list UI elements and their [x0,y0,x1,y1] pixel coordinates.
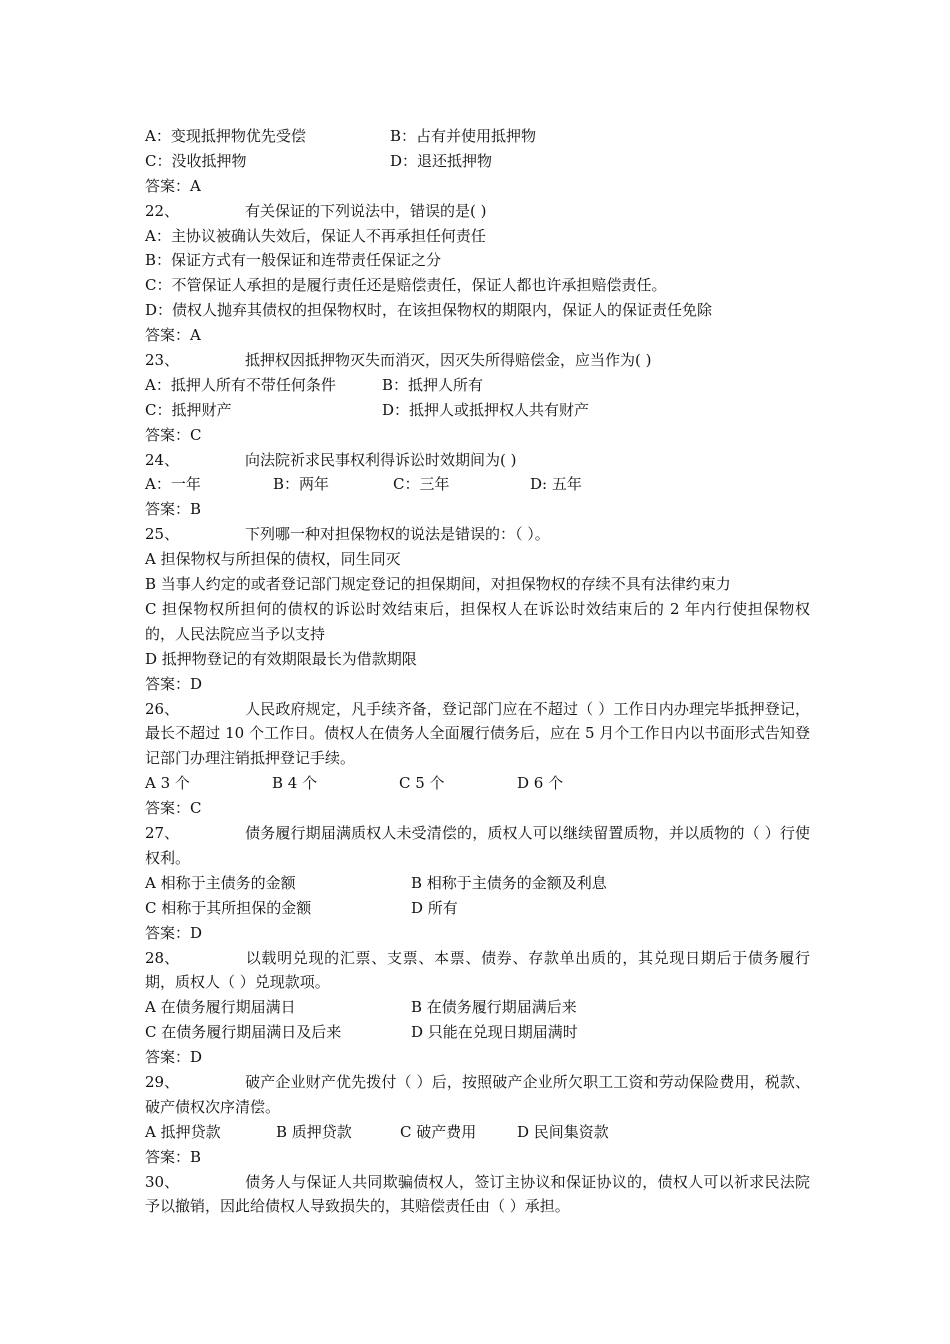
q27-option-a: A 相称于主债务的金额 [145,873,296,892]
q28-number: 28、 [145,948,180,967]
q23-option-b: B：抵押人所有 [382,375,484,394]
q29-number: 29、 [145,1072,180,1091]
q29-stem: 破产企业财产优先拨付（ ）后，按照破产企业所欠职工工资和劳动保险费用，税款、破产债权次序清偿。 [145,1072,810,1116]
q28-answer: 答案：D [145,1048,203,1067]
q24-option-c: C：三年 [393,475,450,494]
q23-stem: 抵押权因抵押物灭失而消灭，因灭失所得赔偿金，应当作为( ) [245,351,652,370]
q21-option-a: A：变现抵押物优先受偿 [145,127,306,145]
q30-stem: 债务人与保证人共同欺骗债权人，签订主协议和保证协议的，债权人可以祈求民法院予以撤销，因此给债权人导致损失的，其赔偿责任由（ ）承担。 [145,1172,810,1216]
q29-option-d: D 民间集资款 [517,1122,609,1141]
q24-answer: 答案：B [145,500,202,519]
q24-option-b: B：两年 [273,475,330,494]
q21-option-d: D：退还抵押物 [390,151,493,170]
q23-option-d: D：抵押人或抵押权人共有财产 [382,400,590,419]
q22-option-c: C：不管保证人承担的是履行责任还是赔偿责任，保证人都也许承担赔偿责任。 [145,276,667,295]
q22-answer: 答案：A [145,326,201,345]
q29-option-c: C 破产费用 [400,1122,477,1141]
q27-answer: 答案：D [145,923,203,942]
q28-question [145,946,810,996]
q27-question [145,821,810,871]
q24-options-row [145,472,810,497]
q25-option-c: C 担保物权所担何的债权的诉讼时效结束后，担保权人在诉讼时效结束后的 2 年内行使担保物权的，人民法院应当予以支持 [145,599,810,643]
q23-number: 23、 [145,351,180,370]
q21-option-b: B：占有并使用抵押物 [390,127,537,145]
q21-options-row-2 [145,149,810,174]
q29-option-b: B 质押贷款 [276,1122,352,1141]
q24-option-d: D: 五年 [530,475,582,494]
q22-stem: 有关保证的下列说法中，错误的是( ) [245,201,487,220]
q23-option-a: A：抵押人所有不带任何条件 [145,375,336,394]
q25-number: 25、 [145,525,180,544]
q28-option-b: B 在债务履行期届满后来 [411,998,577,1017]
q26-option-a: A 3 个 [145,774,190,793]
q28-option-c: C 在债务履行期届满日及后来 [145,1023,342,1042]
q24-option-a: A：一年 [145,475,201,494]
q25-option-b: B 当事人约定的或者登记部门规定登记的担保期间，对担保物权的存续不具有法律约束力 [145,575,731,594]
q28-option-a: A 在债务履行期届满日 [145,998,296,1017]
q27-option-d: D 所有 [411,898,458,917]
q22-number: 22、 [145,201,180,220]
q26-option-b: B 4 个 [272,774,318,793]
q30-number: 30、 [145,1172,180,1191]
q23-question [145,348,810,373]
q28-options-row-2 [145,1020,810,1045]
q26-stem: 人民政府规定，凡手续齐备，登记部门应在不超过（ ）工作日内办理完毕抵押登记，最长不超过 10 个工作日。债权人在债务人全面履行债务后，应在 5 月个工作日内以书面形式告知登记部门办理注销抵押登记手续。 [145,699,810,768]
q27-stem: 债务履行期届满质权人未受清偿的，质权人可以继续留置质物，并以质物的（ ）行使权利。 [145,824,810,867]
q28-options-row-1 [145,995,810,1020]
q22-option-d: D：债权人抛弃其债权的担保物权时，在该担保物权的期限内，保证人的保证责任免除 [145,301,713,320]
q25-stem: 下列哪一种对担保物权的说法是错误的：（ ）。 [245,525,550,544]
q29-option-a: A 抵押贷款 [145,1122,221,1141]
q29-question [145,1070,810,1120]
q29-options-row [145,1120,810,1145]
q24-question [145,448,810,473]
q23-answer: 答案：C [145,425,202,444]
q24-stem: 向法院祈求民事权利得诉讼时效期间为( ) [245,450,517,469]
q25-option-d: D 抵押物登记的有效期限最长为借款期限 [145,649,417,668]
q22-option-a: A：主协议被确认失效后，保证人不再承担任何责任 [145,226,486,245]
q26-option-d: D 6 个 [517,774,564,793]
q26-question [145,697,810,772]
q23-options-row-1 [145,373,810,398]
q27-options-row-1 [145,871,810,896]
q26-options-row [145,771,810,796]
q21-option-c: C：没收抵押物 [145,151,247,170]
q24-number: 24、 [145,450,180,469]
q26-option-c: C 5 个 [399,774,445,793]
q27-options-row-2 [145,896,810,921]
q28-option-d: D 只能在兑现日期届满时 [411,1023,578,1042]
q26-answer: 答案：C [145,799,202,818]
q27-number: 27、 [145,824,180,843]
document-page [145,124,810,1219]
q23-option-c: C：抵押财产 [145,400,232,419]
q30-question [145,1170,810,1220]
q25-question [145,522,810,547]
q25-answer: 答案：D [145,674,203,693]
q22-option-b: B：保证方式有一般保证和连带责任保证之分 [145,251,442,270]
q22-question [145,199,810,224]
q27-option-c: C 相称于其所担保的金额 [145,898,312,917]
q29-answer: 答案：B [145,1147,202,1166]
q21-options-row-1 [145,124,810,149]
q27-option-b: B 相称于主债务的金额及利息 [411,873,607,892]
q21-answer: 答案：A [145,176,201,195]
q23-options-row-2 [145,398,810,423]
q26-number: 26、 [145,699,180,718]
q25-option-a: A 担保物权与所担保的债权，同生同灭 [145,550,401,569]
q28-stem: 以载明兑现的汇票、支票、本票、债券、存款单出质的，其兑现日期后于债务履行期，质权人（ ）兑现款项。 [145,948,810,992]
